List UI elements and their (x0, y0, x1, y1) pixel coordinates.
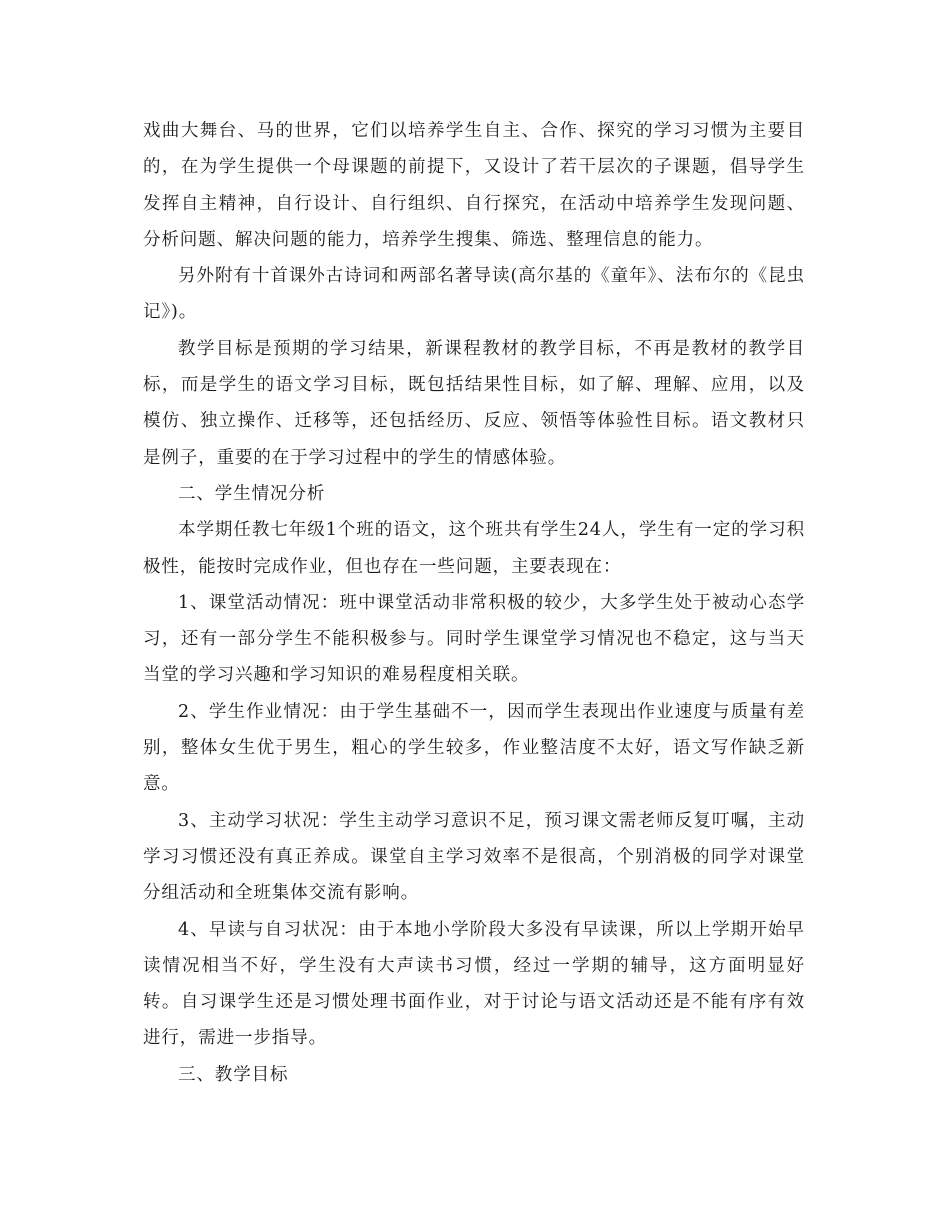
paragraph-classroom-activity: 1、课堂活动情况：班中课堂活动非常积极的较少，大多学生处于被动心态学习，还有一部分学生不能积极参与。同时学生课堂学习情况也不稳定，这与当天当堂的学习兴趣和学习知识的难易程度相关联。 (143, 592, 805, 686)
paragraph-activity-description: 戏曲大舞台、马的世界，它们以培养学生自主、合作、探究的学习习惯为主要目的，在为学生提供一个母课题的前提下，又设计了若干层次的子课题，倡导学生发挥自主精神，自行设计、自行组织、自行探究，在活动中培养学生发现问题、分析问题、解决问题的能力，培养学生搜集、筛选、整理信息的能力。 (143, 121, 805, 250)
document-body (143, 113, 805, 1093)
paragraph-appendix: 另外附有十首课外古诗词和两部名著导读(高尔基的《童年》、法布尔的《昆虫记》)。 (143, 266, 805, 323)
paragraph-homework: 2、学生作业情况：由于学生基础不一，因而学生表现出作业速度与质量有差别，整体女生优于男生，粗心的学生较多，作业整洁度不太好，语文写作缺乏新意。 (143, 701, 805, 795)
paragraph-class-overview: 本学期任教七年级1个班的语文，这个班共有学生24人，学生有一定的学习积极性，能按时完成作业，但也存在一些问题，主要表现在： (143, 520, 805, 577)
paragraph-morning-reading: 4、早读与自习状况：由于本地小学阶段大多没有早读课，所以上学期开始早读情况相当不好，学生没有大声读书习惯，经过一学期的辅导，这方面明显好转。自习课学生还是习惯处理书面作业，对于讨论与语文活动还是不能有序有效进行，需进一步指导。 (143, 919, 805, 1049)
section-heading-student-analysis: 二、学生情况分析 (178, 483, 326, 504)
paragraph-teaching-goals: 教学目标是预期的学习结果，新课程教材的教学目标，不再是教材的教学目标，而是学生的语文学习目标，既包括结果性目标，如了解、理解、应用，以及模仿、独立操作、迁移等，还包括经历、反应、领悟等体验性目标。语文教材只是例子，重要的在于学习过程中的学生的情感体验。 (143, 338, 805, 468)
paragraph-active-learning: 3、主动学习状况：学生主动学习意识不足，预习课文需老师反复叮嘱，主动学习习惯还没有真正养成。课堂自主学习效率不是很高，个别消极的同学对课堂分组活动和全班集体交流有影响。 (143, 810, 805, 904)
section-heading-teaching-goals: 三、教学目标 (178, 1064, 289, 1085)
